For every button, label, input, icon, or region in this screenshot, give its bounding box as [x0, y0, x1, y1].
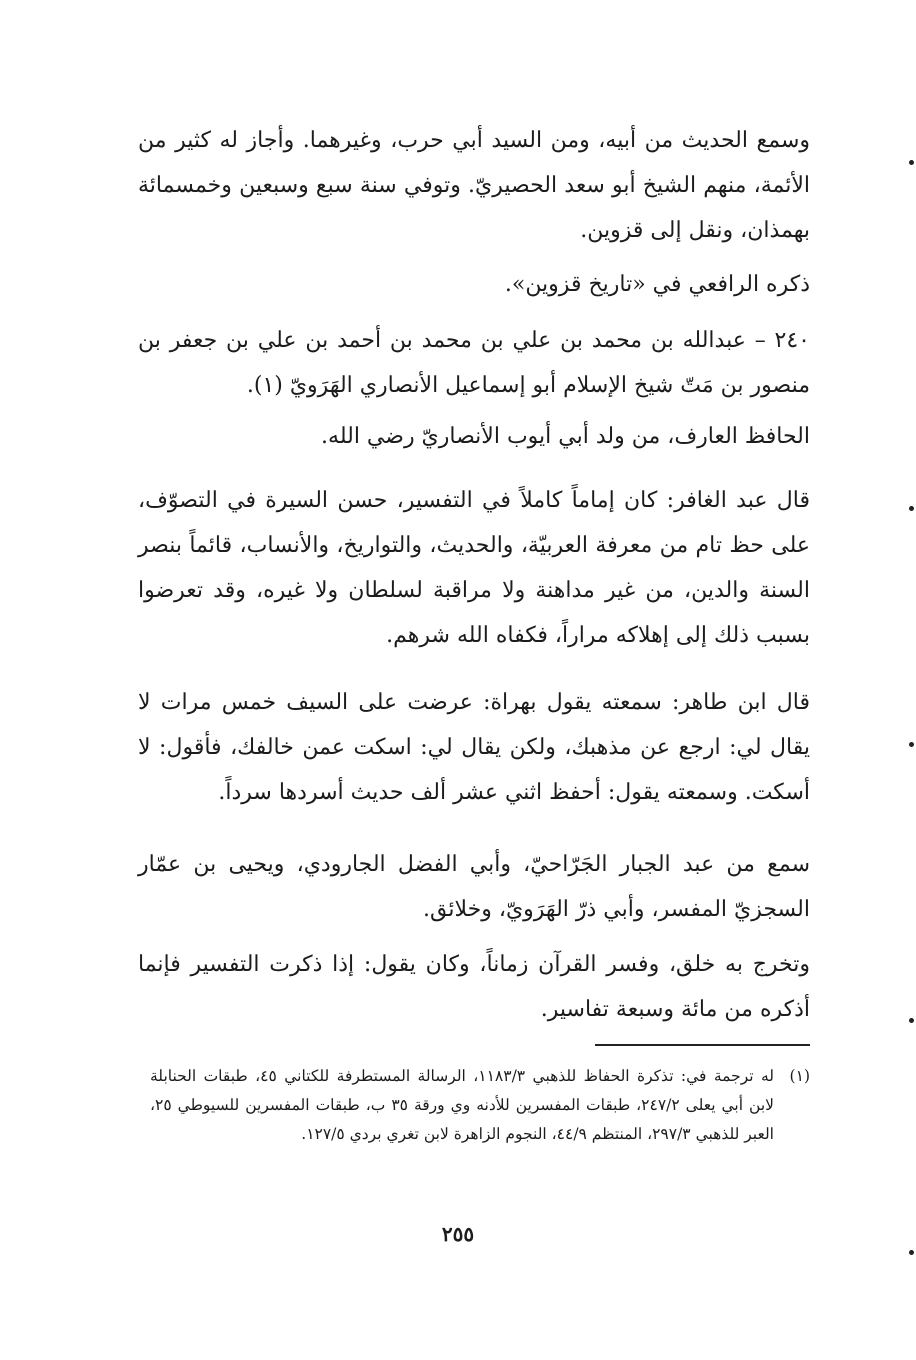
- footnote: [150, 1062, 810, 1149]
- edge-dot: [909, 1250, 914, 1255]
- page-number: ٢٥٥: [441, 1222, 475, 1246]
- edge-dot: [909, 1018, 914, 1023]
- footnote-number: (١): [789, 1067, 810, 1085]
- entry-heading-240: ٢٤٠ – عبدالله بن محمد بن علي بن محمد بن أحمد بن علي بن جعفر بن منصور بن مَتّ شيخ الإسلام أبو إسماعيل الأنصاري الهَرَويّ (١).: [138, 328, 810, 398]
- paragraph-7: سمع من عبد الجبار الجَرّاحيّ، وأبي الفضل الجارودي، ويحيى بن عمّار السجزيّ المفسر، وأبي ذرّ الهَرَويّ، وخلائق.: [138, 852, 810, 922]
- paragraph-1: وسمع الحديث من أبيه، ومن السيد أبي حرب، وغيرهما. وأجاز له كثير من الأئمة، منهم الشيخ أبو سعد الحصيريّ. وتوفي سنة سبع وسبعين وخمسمائة بهمذان، ونقل إلى قزوين.: [138, 128, 811, 243]
- edge-dot: [909, 506, 914, 511]
- paragraph-2: ذكره الرافعي في «تاريخ قزوين».: [504, 272, 810, 297]
- edge-dot: [909, 742, 914, 747]
- paragraph-8: وتخرج به خلق، وفسر القرآن زماناً، وكان يقول: إذا ذكرت التفسير فإنما أذكره من مائة وسبعة تفاسير.: [138, 952, 810, 1022]
- paragraph-6: قال ابن طاهر: سمعته يقول بهراة: عرضت على السيف خمس مرات لا يقال لي: ارجع عن مذهبك، ولكن يقال لي: اسكت عمن خالفك، فأقول: لا أسكت. وسمعته يقول: أحفظ اثني عشر ألف حديث أسردها سرداً.: [138, 690, 810, 805]
- paragraph-4: الحافظ العارف، من ولد أبي أيوب الأنصاريّ رضي الله.: [321, 424, 810, 449]
- footnote-text: له ترجمة في: تذكرة الحفاظ للذهبي ١١٨٣/٣، الرسالة المستطرفة للكتاني ٤٥، طبقات الحنابلة لابن أبي يعلى ٢٤٧/٢، طبقات المفسرين للأدنه وي ورقة ٣٥ ب، طبقات المفسرين للسيوطي ٢٥، العبر للذهبي ٢٩٧/٣، المنتظم ٤٤/٩، النجوم الزاهرة لابن تغري بردي ١٢٧/٥.: [150, 1067, 774, 1143]
- footnote-separator: [595, 1044, 810, 1046]
- edge-dot: [909, 160, 914, 165]
- paragraph-5: قال عبد الغافر: كان إماماً كاملاً في التفسير، حسن السيرة في التصوّف، على حظ تام من معرفة العربيّة، والحديث، والتواريخ، والأنساب، قائماً بنصر السنة والدين، من غير مداهنة ولا مراقبة لسلطان ولا غيره، وقد تعرضوا بسبب ذلك إلى إهلاكه مراراً، فكفاه الله شرهم.: [138, 488, 810, 648]
